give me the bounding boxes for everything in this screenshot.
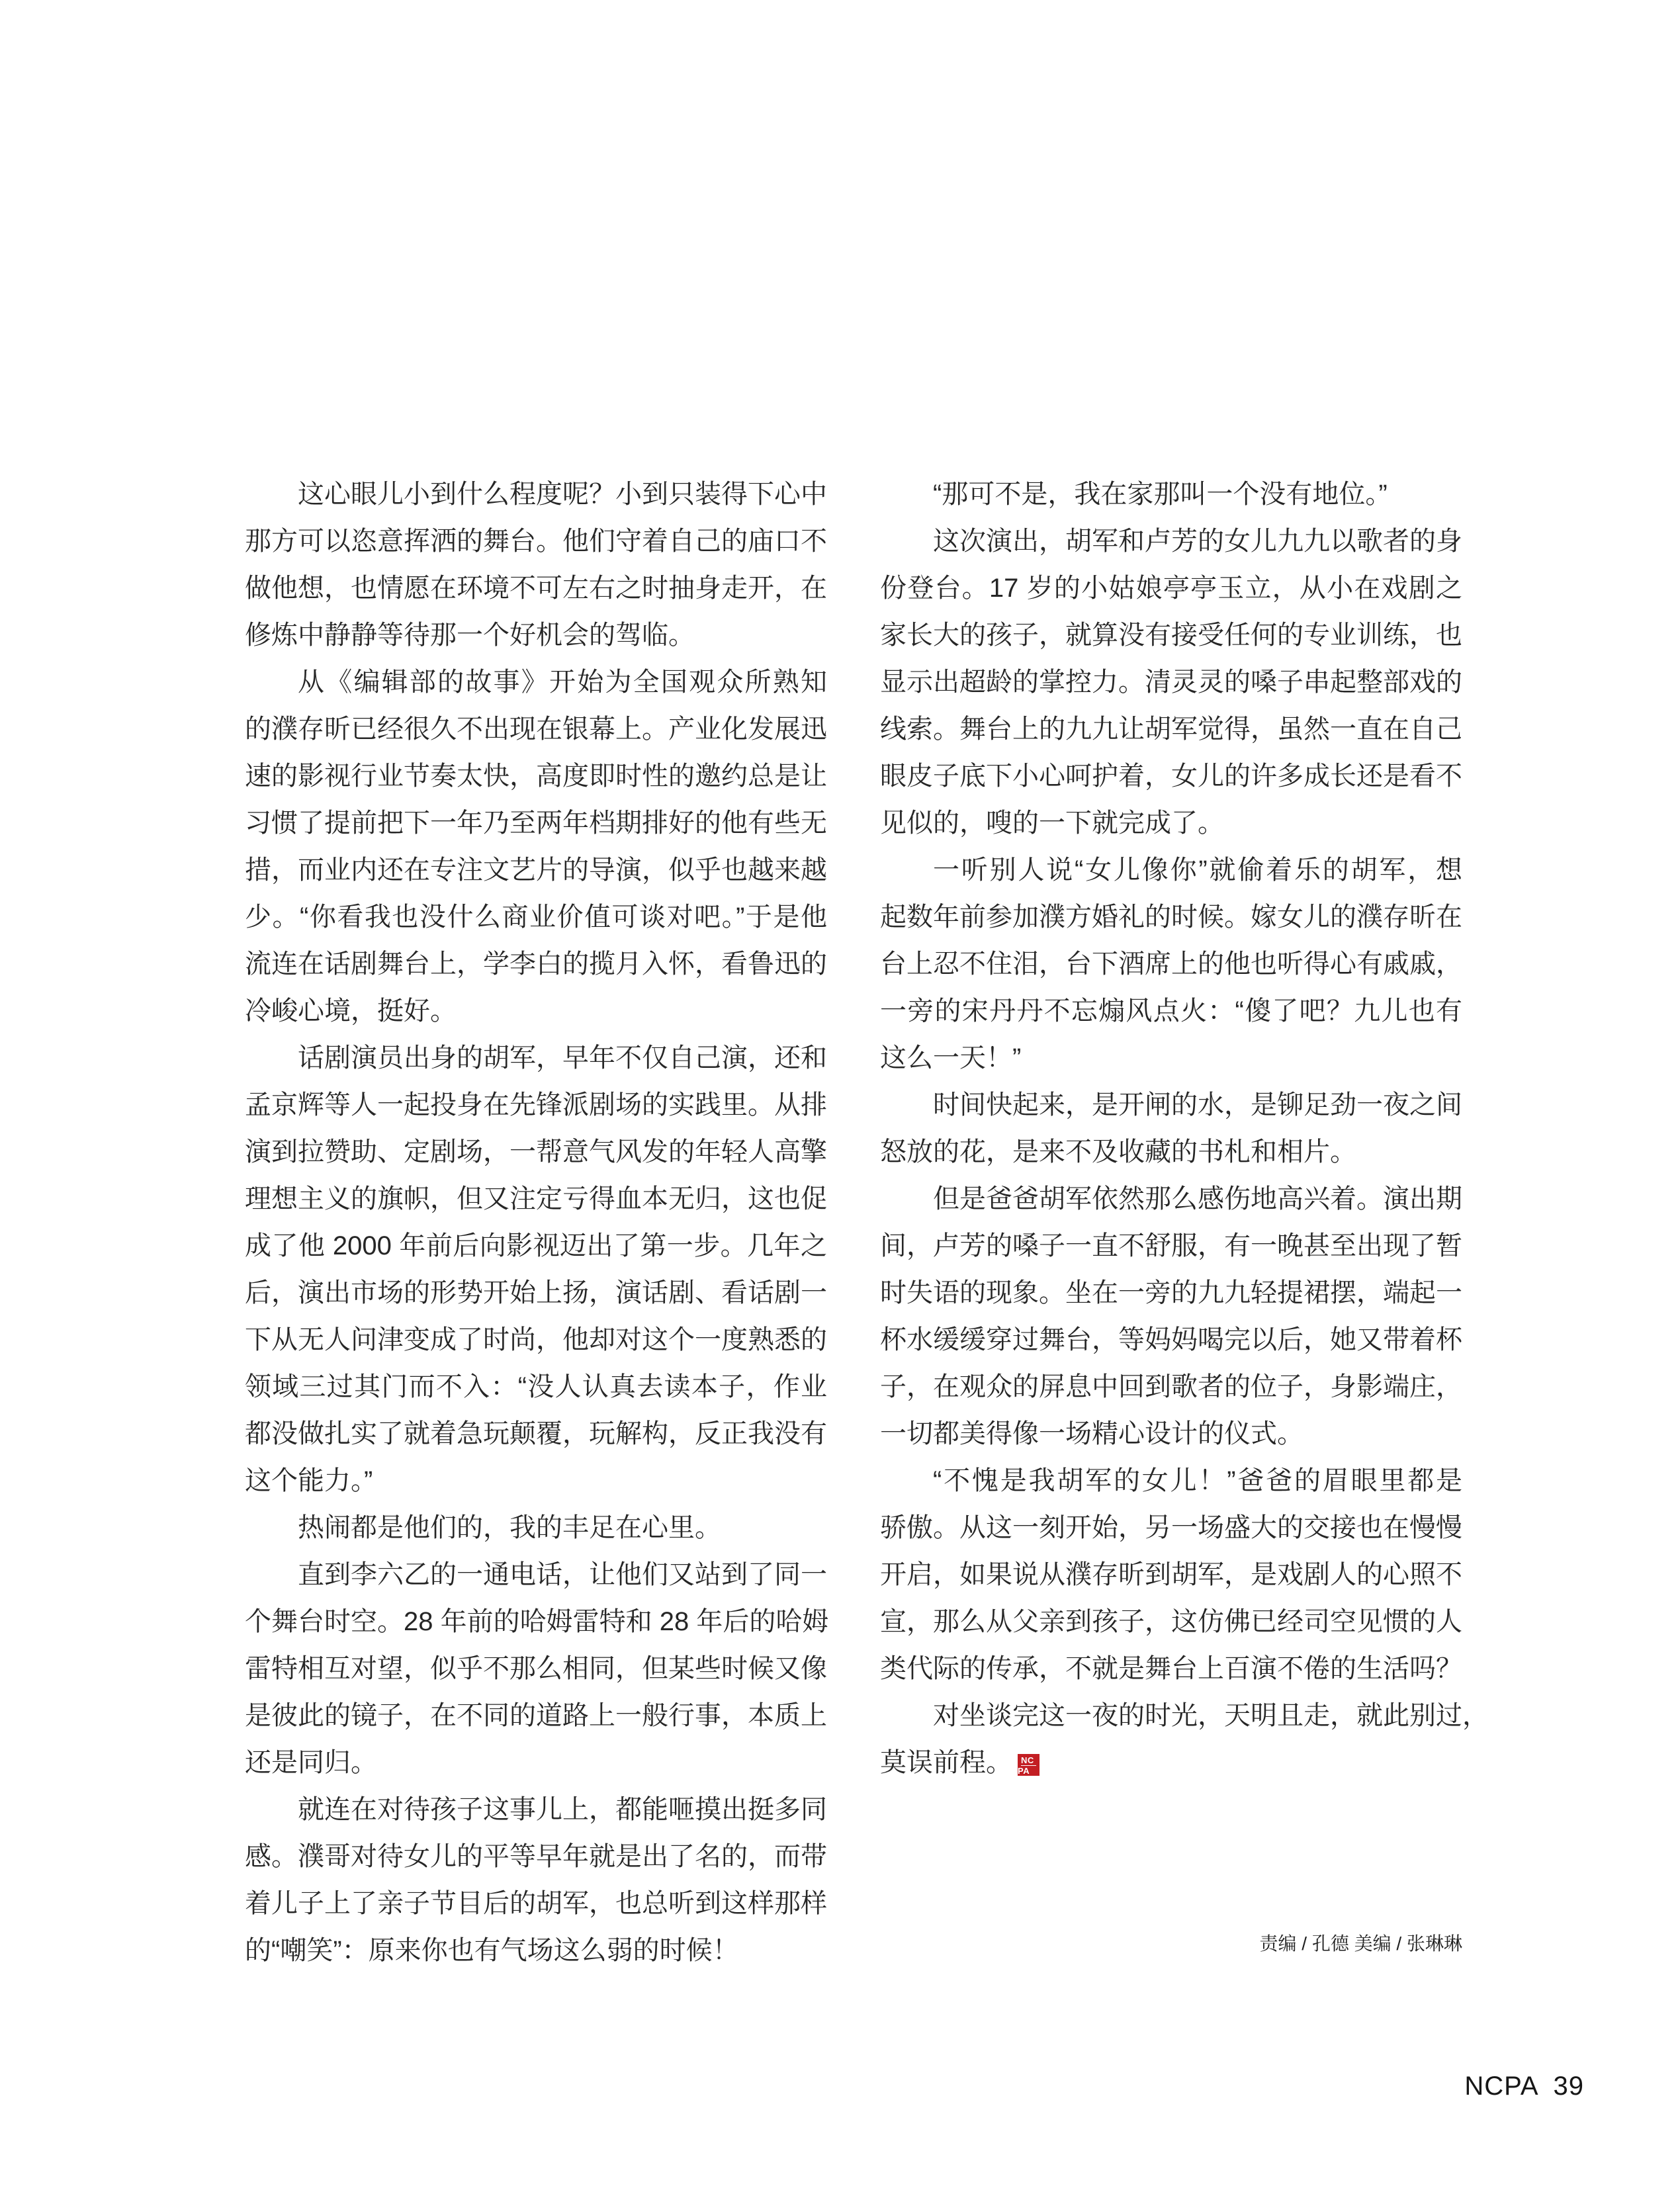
- text-line: 演到拉赞助、定剧场，一帮意气风发的年轻人高擎: [245, 1137, 827, 1166]
- text-line: 下从无人问津变成了时尚，他却对这个一度熟悉的: [245, 1325, 827, 1354]
- text-line: 一听别人说“女儿像你”就偷着乐的胡军，想: [933, 855, 1462, 885]
- text-line: 线索。舞台上的九九让胡军觉得，虽然一直在自己: [880, 715, 1462, 744]
- paragraph: [245, 1505, 827, 1552]
- text-line: 感。濮哥对待女儿的平等早年就是出了名的，而带: [245, 1842, 827, 1871]
- editor-credits: 责编 / 孔德 美编 / 张琳琳: [1259, 1933, 1462, 1954]
- paragraph: [880, 1176, 1462, 1458]
- page-footer: [1464, 2071, 1584, 2101]
- text-line: 个舞台时空。28 年前的哈姆雷特和 28 年后的哈姆: [245, 1607, 829, 1636]
- text-line: 热闹都是他们的，我的丰足在心里。: [298, 1513, 721, 1542]
- text-line: 开启，如果说从濮存昕到胡军，是戏剧人的心照不: [880, 1560, 1462, 1589]
- paragraph: [880, 1458, 1462, 1692]
- text-line: 骄傲。从这一刻开始，另一场盛大的交接也在慢慢: [880, 1513, 1462, 1542]
- paragraph: [880, 471, 1462, 518]
- text-line: 习惯了提前把下一年乃至两年档期排好的他有些无: [245, 809, 827, 838]
- text-line: 少。“你看我也没什么商业价值可谈对吧。”于是他: [245, 902, 827, 932]
- text-line: 间，卢芳的嗓子一直不舒服，有一晚甚至出现了暂: [880, 1231, 1462, 1260]
- text-line: 的濮存昕已经很久不出现在银幕上。产业化发展迅: [245, 715, 827, 744]
- paragraph: [245, 659, 827, 1035]
- text-line: 都没做扎实了就着急玩颠覆，玩解构，反正我没有: [245, 1419, 827, 1448]
- text-line: 这心眼儿小到什么程度呢？小到只装得下心中: [298, 480, 827, 509]
- text-line: 一切都美得像一场精心设计的仪式。: [880, 1419, 1304, 1448]
- text-line: 一旁的宋丹丹不忘煽风点火：“傻了吧？九儿也有: [880, 996, 1462, 1026]
- text-line: 见似的，嗖的一下就完成了。: [880, 809, 1224, 838]
- text-line: 那方可以恣意挥洒的舞台。他们守着自己的庙口不: [245, 527, 827, 556]
- paragraph: [245, 1035, 827, 1505]
- text-line: 杯水缓缓穿过舞台，等妈妈喝完以后，她又带着杯: [880, 1325, 1462, 1354]
- paragraph: [245, 1552, 827, 1786]
- footer-page-number: 39: [1553, 2072, 1584, 2101]
- text-line: “那可不是，我在家那叫一个没有地位。”: [933, 480, 1388, 509]
- text-line: 时间快起来，是开闸的水，是铆足劲一夜之间: [933, 1090, 1462, 1119]
- text-line: 份登台。17 岁的小姑娘亭亭玉立，从小在戏剧之: [880, 574, 1462, 603]
- text-line: 领域三过其门而不入：“没人认真去读本子，作业: [245, 1372, 827, 1401]
- text-line: 雷特相互对望，似乎不那么相同，但某些时候又像: [245, 1654, 827, 1683]
- text-line: 从《编辑部的故事》开始为全国观众所熟知: [298, 668, 827, 697]
- text-line: “不愧是我胡军的女儿！”爸爸的眉眼里都是: [933, 1466, 1462, 1495]
- text-line: 宣，那么从父亲到孩子，这仿佛已经司空见惯的人: [880, 1607, 1462, 1636]
- ncpa-end-seal-icon: [1018, 1754, 1039, 1776]
- text-line: 这么一天！”: [880, 1043, 1022, 1072]
- text-line: 就连在对待孩子这事儿上，都能咂摸出挺多同: [298, 1795, 827, 1824]
- text-line: 眼皮子底下小心呵护着，女儿的许多成长还是看不: [880, 762, 1462, 791]
- text-line: 速的影视行业节奏太快，高度即时性的邀约总是让: [245, 762, 827, 791]
- text-line: 做他想，也情愿在环境不可左右之时抽身走开，在: [245, 574, 827, 603]
- right-text-column: [880, 471, 1489, 1786]
- text-line: 流连在话剧舞台上，学李白的揽月入怀，看鲁迅的: [245, 949, 827, 979]
- paragraph: [245, 471, 827, 659]
- text-line: 这个能力。”: [245, 1466, 373, 1495]
- text-line: 是彼此的镜子，在不同的道路上一般行事，本质上: [245, 1701, 827, 1730]
- text-line: 对坐谈完这一夜的时光，天明且走，就此别过，: [933, 1701, 1489, 1730]
- text-line: 话剧演员出身的胡军，早年不仅自己演，还和: [298, 1043, 827, 1072]
- text-line: 子，在观众的屏息中回到歌者的位子，身影端庄，: [880, 1372, 1462, 1401]
- seal-text-bottom: PA: [1018, 1766, 1030, 1776]
- text-line: 理想主义的旗帜，但又注定亏得血本无归，这也促: [245, 1184, 827, 1213]
- text-line: 成了他 2000 年前后向影视迈出了第一步。几年之: [245, 1231, 827, 1260]
- text-line: 这次演出，胡军和卢芳的女儿九九以歌者的身: [933, 527, 1462, 556]
- text-line: 孟京辉等人一起投身在先锋派剧场的实践里。从排: [245, 1090, 827, 1119]
- text-line: 但是爸爸胡军依然那么感伤地高兴着。演出期: [933, 1184, 1462, 1213]
- text-line: 还是同归。: [245, 1748, 377, 1777]
- text-line: 直到李六乙的一通电话，让他们又站到了同一: [298, 1560, 827, 1589]
- text-line: 怒放的花，是来不及收藏的书札和相片。: [880, 1137, 1356, 1166]
- text-line: 显示出超龄的掌控力。清灵灵的嗓子串起整部戏的: [880, 668, 1462, 697]
- paragraph: [880, 1692, 1489, 1786]
- text-line: 类代际的传承，不就是舞台上百演不倦的生活吗？: [880, 1654, 1462, 1683]
- text-line: 修炼中静静等待那一个好机会的驾临。: [245, 621, 695, 650]
- text-line: 措，而业内还在专注文艺片的导演，似乎也越来越: [245, 855, 827, 885]
- text-line: 莫误前程。 $\frac{NC}{PA}$: [880, 1739, 1462, 1786]
- text-line: 着儿子上了亲子节目后的胡军，也总听到这样那样: [245, 1889, 827, 1918]
- text-line: 时失语的现象。坐在一旁的九九轻提裙摆，端起一: [880, 1278, 1462, 1307]
- seal-text-top: NC: [1021, 1754, 1036, 1766]
- text-line: 起数年前参加濮方婚礼的时候。嫁女儿的濮存昕在: [880, 902, 1462, 932]
- text-line: 家长大的孩子，就算没有接受任何的专业训练，也: [880, 621, 1462, 650]
- text-line: 台上忍不住泪，台下酒席上的他也听得心有戚戚，: [880, 949, 1462, 979]
- footer-brand: NCPA: [1464, 2072, 1539, 2101]
- left-text-column: [245, 471, 827, 1974]
- text-line: 冷峻心境，挺好。: [245, 996, 457, 1026]
- paragraph: [880, 1082, 1462, 1176]
- paragraph: [245, 1786, 827, 1974]
- paragraph: [880, 518, 1462, 847]
- text-line: 的“嘲笑”：原来你也有气场这么弱的时候！: [245, 1936, 739, 1965]
- text-line: 后，演出市场的形势开始上扬，演话剧、看话剧一: [245, 1278, 827, 1307]
- paragraph: [880, 847, 1462, 1082]
